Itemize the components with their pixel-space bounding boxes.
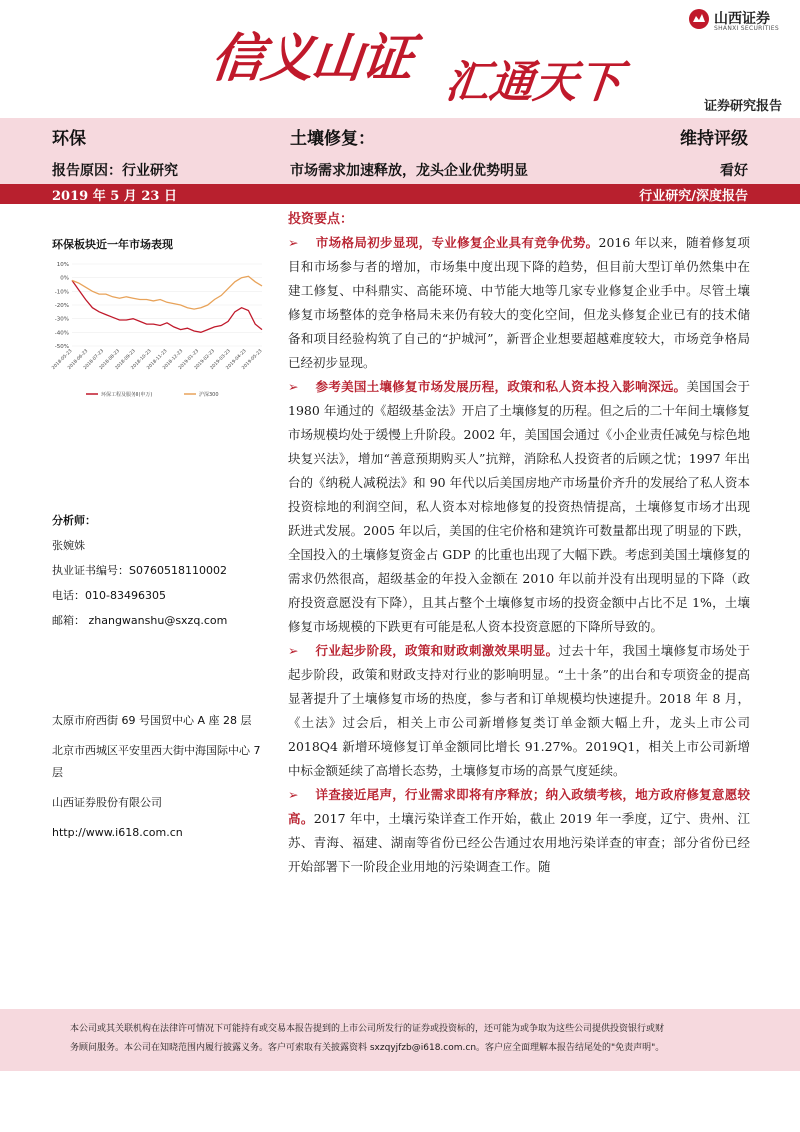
slogan-part-1: 信义山证	[208, 28, 415, 89]
chart-y-tick-label: -50%	[54, 344, 69, 350]
key-point-1	[288, 231, 750, 375]
rating-label: 维持评级	[680, 129, 748, 149]
key-point-4-lead: 详查接近尾声，行业需求即将有序释放；纳入政绩考核，地方政府修复意愿较高。	[288, 787, 750, 826]
chart-x-tick-label: 2019-05-23	[241, 348, 264, 371]
analyst-cert: 执业证书编号：S0760518110002	[52, 564, 227, 577]
chart-x-tick-label: 2018-05-23	[51, 348, 74, 371]
chart-x-tick-label: 2019-04-23	[225, 348, 248, 371]
key-point-4-text: 2017 年中，土壤污染详查工作开始，截止 2019 年一季度，辽宁、贵州、江苏、青海、福建、湖南等省份已经公告通过农用地污染详查的审查；部分省份已经开始部署下一阶段企业用地的污染调查工作。随	[288, 811, 750, 874]
chart-x-tick-label: 2019-01-23	[178, 348, 201, 371]
chart-x-tick-label: 2018-07-23	[83, 348, 106, 371]
slogan-part-2: 汇通天下	[442, 57, 625, 108]
main-content	[288, 208, 750, 879]
chart-y-tick-label: 0%	[60, 275, 69, 282]
analyst-phone: 电话：010-83496305	[52, 589, 166, 602]
key-points-title: 投资要点：	[288, 212, 354, 227]
chart-y-tick-label: 10%	[56, 262, 69, 268]
chart-x-tick-label: 2018-10-23	[130, 348, 153, 371]
chart-x-tick-label: 2018-09-23	[114, 348, 137, 371]
report-title: 土壤修复：	[290, 129, 375, 149]
chart-y-tick-label: -10%	[54, 289, 69, 296]
key-point-4	[288, 783, 750, 879]
chart-x-tick-label: 2018-12-23	[162, 348, 185, 371]
company-website[interactable]: http://www.i618.com.cn	[52, 826, 183, 839]
company-address	[52, 710, 274, 844]
sector-label: 环保	[52, 129, 86, 149]
footer-line-1: 本公司或其关联机构在法律许可情况下可能持有或交易本报告提到的上市公司所发行的证券或投资标的，还可能为或争取为这些公司提供投资银行或财	[70, 1024, 665, 1034]
key-point-1-lead: 市场格局初步显现，专业修复企业具有竞争优势。	[315, 235, 599, 250]
chart-legend-label: 沪深300	[199, 392, 219, 398]
bullet-arrow-icon: ➢	[288, 787, 299, 802]
report-date: 2019 年 5 月 23 日	[52, 189, 177, 204]
key-point-1-text: 2016 年以来，随着修复项目和市场参与者的增加，市场集中度出现下降的趋势，但目前大型订单仍然集中在建工修复、中科鼎实、高能环境、中节能大地等几家专业修复企业手中。尽管土壤修复市场整体的竞争格局未来仍有较大的变化空间，但龙头修复企业已有的技术储备和项目经验构筑了自己的“护城河”，新晋企业想要超越难度较大，市场竞争格局已经初步显现。	[288, 235, 750, 370]
chart-y-tick-label: -30%	[54, 316, 69, 323]
company-name: 山西证券股份有限公司	[52, 796, 162, 809]
chart-y-tick-label: -20%	[54, 303, 69, 309]
chart-x-tick-label: 2018-08-23	[98, 348, 121, 371]
key-point-3-text: 过去十年，我国土壤修复市场处于起步阶段，政策和财政支持对行业的影响明显。“土十条”的出台和专项资金的提高显著提升了土壤修复市场的热度，参与者和订单规模均快速提升。2018 年 8 月，《土法》过会后，相关上市公司新增修复类订单金额大幅上升，龙头上市公司 2018Q4 新增环境修复订单金额同比增长 91.27%。2019Q1，相关上市公司新增中标金额延续了高增长态势，土壤修复市场的高景气度延续。	[288, 643, 750, 778]
logo-name-cn: 山西证券	[714, 11, 770, 27]
bullet-arrow-icon: ➢	[288, 379, 299, 394]
key-point-3	[288, 639, 750, 783]
bullet-arrow-icon: ➢	[288, 235, 299, 250]
logo-name-en: SHANXI SECURITIES	[714, 25, 779, 32]
chart-x-tick-label: 2019-03-23	[209, 348, 232, 371]
chart-y-tick-label: -40%	[54, 330, 69, 337]
chart-legend-label: 环保工程及服务Ⅱ(申万)	[101, 392, 153, 398]
report-type-label: 证券研究报告	[703, 99, 782, 114]
report-subtitle: 市场需求加速释放，龙头企业优势明显	[290, 163, 528, 179]
footer-line-2: 务顾问服务。本公司在知晓范围内履行披露义务。客户可索取有关披露资料 sxzqyjfzb@i618.com.cn。客户应全面理解本报告结尾处的"免责声明"。	[70, 1043, 665, 1053]
report-reason: 报告原因：行业研究	[52, 163, 178, 179]
top-banner	[0, 0, 800, 118]
chart-x-tick-label: 2019-02-23	[193, 348, 216, 371]
logo-mark-icon	[688, 8, 710, 30]
key-point-2	[288, 375, 750, 639]
analyst-label: 分析师：	[52, 514, 96, 527]
key-point-2-text: 美国国会于 1980 年通过的《超级基金法》开启了土壤修复的历程。但之后的二十年间土壤修复市场规模均处于缓慢上升阶段。2002 年，美国国会通过《小企业责任减免与棕色地块复兴法》，增加“善意预期购买人”抗辩，消除私人投资者的后顾之忧；1997 年出台的《纳税人减税法》和 90 年代以后美国房地产市场量价齐升的发展给了私人资本投资棕地的利润空间，私人资本对棕地修复的投资热情提高，土壤修复市场才出现跃进式发展。2005 年以后，美国的住宅价格和建筑许可数量都出现了明显的下跌，全国投入的土壤修复资金占 GDP 的比重也出现了大幅下跌。考虑到美国土壤修复的需求仍然很高，超级基金的年投入金额在 2010 年以前并没有出现明显的下降（政府投资意愿没有下降），且其占整个土壤修复市场的投资金额中占比不足 1%，土壤修复市场规模的下跌更有可能是私人资本投资意愿的下降所导致的。	[288, 379, 750, 634]
address-taiyuan: 太原市府西街 69 号国贸中心 A 座 28 层	[52, 714, 252, 727]
chart-series-line-2	[72, 276, 262, 309]
market-performance-chart	[46, 254, 274, 404]
analyst-info	[52, 508, 272, 633]
company-logo	[688, 6, 788, 34]
address-beijing: 北京市西城区平安里西大街中海国际中心 7 层	[52, 744, 261, 779]
chart-title: 环保板块近一年市场表现	[52, 238, 173, 251]
footer-disclaimer	[70, 1020, 750, 1058]
analyst-name: 张婉姝	[52, 539, 85, 552]
chart-x-tick-label: 2018-06-23	[67, 348, 90, 371]
chart-series-line-1	[72, 280, 262, 332]
report-category: 行业研究/深度报告	[639, 189, 748, 204]
key-point-3-lead: 行业起步阶段，政策和财政刺激效果明显。	[315, 643, 559, 658]
chart-x-tick-label: 2018-11-23	[146, 348, 169, 371]
key-point-2-lead: 参考美国土壤修复市场发展历程，政策和私人资本投入影响深远。	[315, 379, 687, 394]
chart-svg	[46, 254, 274, 404]
analyst-email[interactable]: 邮箱： zhangwanshu@sxzq.com	[52, 614, 228, 627]
bullet-arrow-icon: ➢	[288, 643, 299, 658]
rating-value: 看好	[720, 163, 748, 179]
